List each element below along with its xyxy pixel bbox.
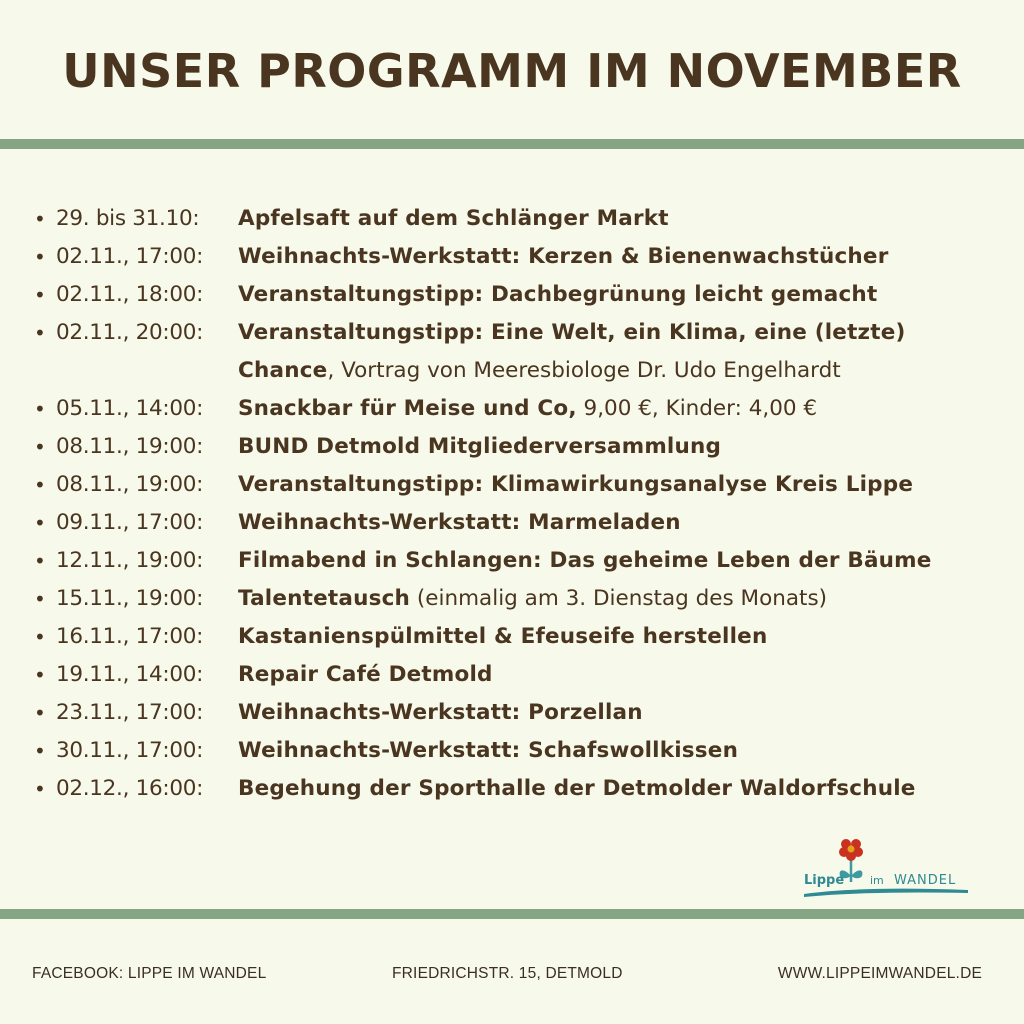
logo-word-im: im (870, 874, 884, 887)
event-date: 02.11., 17:00: (56, 244, 204, 269)
event-date: 15.11., 19:00: (56, 586, 204, 611)
list-item (34, 732, 1014, 770)
page-title: UNSER PROGRAMM IM NOVEMBER (62, 44, 962, 98)
event-description (238, 770, 1014, 808)
bullet: • (34, 777, 46, 801)
list-item (34, 504, 1014, 542)
list-item (34, 428, 1014, 466)
event-details: 9,00 €, Kinder: 4,00 € (576, 396, 818, 421)
bullet: • (34, 701, 46, 725)
list-item (34, 656, 1014, 694)
event-title: Filmabend in Schlangen: Das geheime Leben der Bäume (238, 548, 932, 573)
event-title: Repair Café Detmold (238, 662, 493, 687)
event-description (238, 390, 1014, 428)
list-item (34, 694, 1014, 732)
event-description (238, 618, 1014, 656)
event-description (238, 732, 1014, 770)
event-date: 09.11., 17:00: (56, 510, 204, 535)
event-description (238, 656, 1014, 694)
event-title: Weihnachts-Werkstatt: Kerzen & Bienenwachstücher (238, 244, 889, 269)
bullet: • (34, 663, 46, 687)
bullet: • (34, 397, 46, 421)
event-description (238, 238, 1014, 276)
event-date: 05.11., 14:00: (56, 396, 204, 421)
list-item (34, 238, 1014, 276)
list-item (34, 618, 1014, 656)
logo-word-lippe: Lippe (804, 873, 845, 888)
event-description (238, 694, 1014, 732)
event-date: 08.11., 19:00: (56, 434, 204, 459)
event-date: 08.11., 19:00: (56, 472, 204, 497)
lippe-im-wandel-logo (802, 836, 970, 902)
event-title: Weihnachts-Werkstatt: Porzellan (238, 700, 643, 725)
event-title-end: Chance (238, 358, 328, 383)
event-list (34, 200, 1014, 808)
event-date: 12.11., 19:00: (56, 548, 204, 573)
bullet: • (34, 739, 46, 763)
event-details: (einmalig am 3. Dienstag des Monats) (410, 586, 828, 611)
event-date: 23.11., 17:00: (56, 700, 204, 725)
event-date: 30.11., 17:00: (56, 738, 204, 763)
event-description (238, 466, 1014, 504)
bullet: • (34, 587, 46, 611)
list-item (34, 580, 1014, 618)
list-item (34, 770, 1014, 808)
bullet: • (34, 625, 46, 649)
bullet: • (34, 435, 46, 459)
event-description (238, 504, 1014, 542)
bullet: • (34, 283, 46, 307)
event-description (238, 428, 1014, 466)
event-description (238, 580, 1014, 618)
bullet: • (34, 473, 46, 497)
list-item (34, 542, 1014, 580)
event-date: 29. bis 31.10: (56, 206, 200, 231)
event-title: Snackbar für Meise und Co, (238, 396, 577, 421)
event-date: 02.11., 18:00: (56, 282, 204, 307)
event-description (238, 200, 1014, 238)
bullet: • (34, 207, 46, 231)
bullet: • (34, 245, 46, 269)
event-date: 02.11., 20:00: (56, 320, 204, 345)
bullet: • (34, 511, 46, 535)
event-date: 02.12., 16:00: (56, 776, 204, 801)
event-title: BUND Detmold Mitgliederversammlung (238, 434, 722, 459)
footer-website: WWW.LIPPEIMWANDEL.DE (777, 965, 982, 982)
footer-address: FRIEDRICHSTR. 15, DETMOLD (392, 965, 623, 982)
event-details: , Vortrag von Meeresbiologe Dr. Udo Engelhardt (327, 358, 841, 383)
logo-word-wandel: WANDEL (894, 873, 957, 888)
event-description (238, 276, 1014, 314)
event-date: 19.11., 14:00: (56, 662, 204, 687)
event-description (238, 542, 1014, 580)
list-item (34, 200, 1014, 238)
bottom-divider (0, 909, 1024, 919)
event-title: Weihnachts-Werkstatt: Schafswollkissen (238, 738, 739, 763)
list-item (34, 276, 1014, 314)
list-item (34, 390, 1014, 428)
event-title-continued (238, 352, 1014, 390)
event-title: Weihnachts-Werkstatt: Marmeladen (238, 510, 681, 535)
event-date: 16.11., 17:00: (56, 624, 204, 649)
event-title: Veranstaltungstipp: Eine Welt, ein Klima, eine (letzte) (238, 320, 906, 345)
top-divider (0, 139, 1024, 149)
event-title: Veranstaltungstipp: Klimawirkungsanalyse Kreis Lippe (238, 472, 914, 497)
event-title: Veranstaltungstipp: Dachbegrünung leicht gemacht (238, 282, 878, 307)
bullet: • (34, 321, 46, 345)
event-title: Talentetausch (238, 586, 411, 611)
event-title: Begehung der Sporthalle der Detmolder Waldorfschule (238, 776, 916, 801)
list-item (34, 466, 1014, 504)
event-title: Apfelsaft auf dem Schlänger Markt (238, 206, 669, 231)
event-title: Kastanienspülmittel & Efeuseife herstellen (238, 624, 768, 649)
list-item (34, 314, 1014, 390)
footer-facebook: FACEBOOK: LIPPE IM WANDEL (32, 965, 267, 982)
event-description (238, 314, 1014, 390)
bullet: • (34, 549, 46, 573)
wave-icon (804, 889, 968, 897)
